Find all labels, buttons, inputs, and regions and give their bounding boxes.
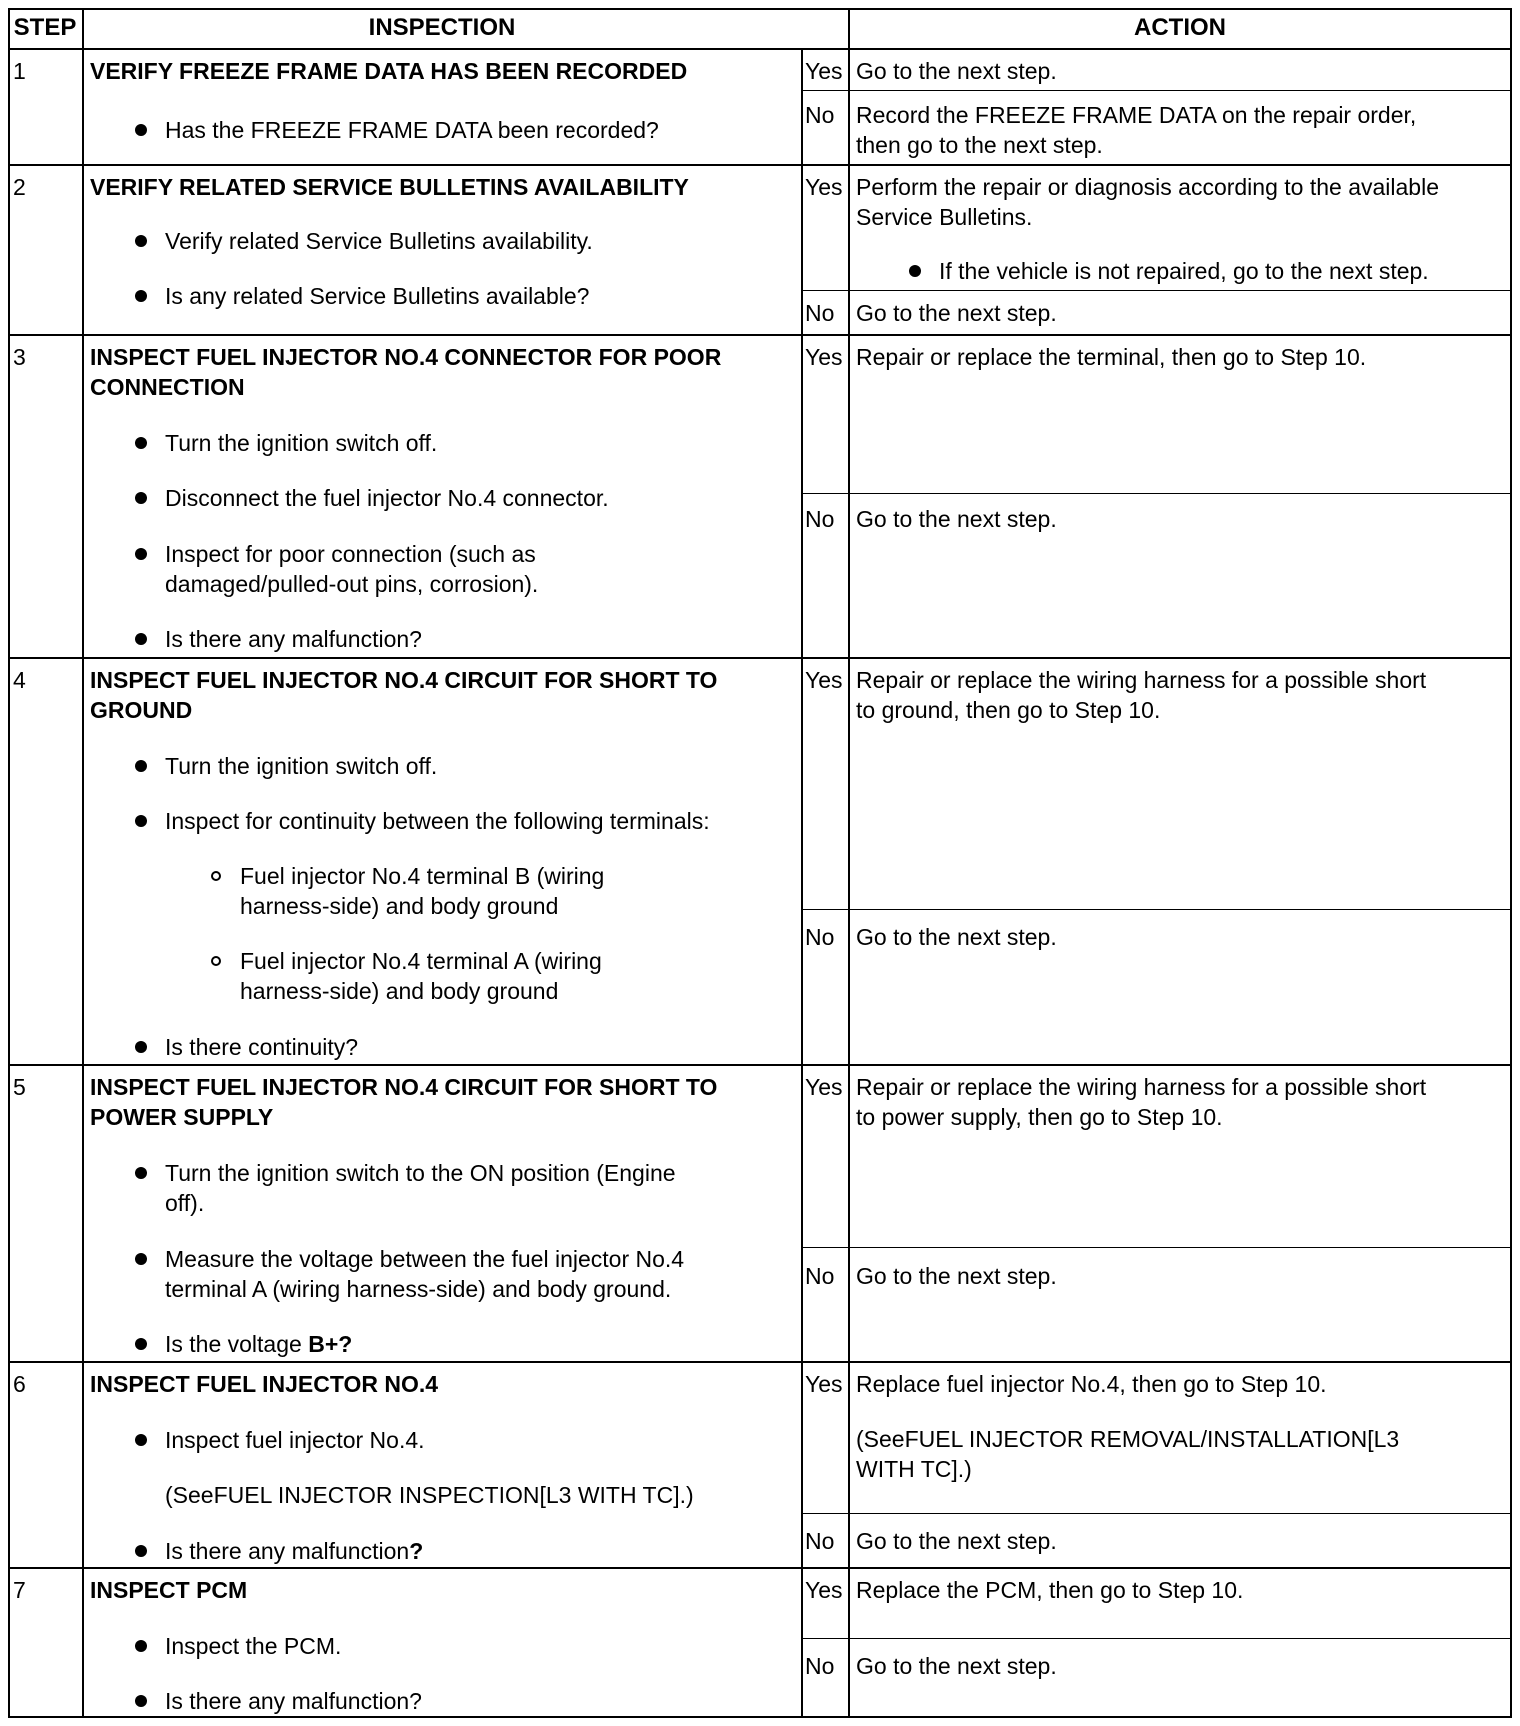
step-title: VERIFY RELATED SERVICE BULLETINS AVAILABILITY [90,174,689,200]
bullet-icon [135,633,147,645]
step-number: 1 [13,58,26,84]
no-action: Go to the next step. [856,1263,1057,1289]
step-title: INSPECT FUEL INJECTOR NO.4 CONNECTOR FOR POOR [90,344,722,370]
no-label: No [805,1263,835,1289]
step-title: CONNECTION [90,374,245,400]
row-divider-4 [8,1064,1512,1066]
inspection-subbullet: Fuel injector No.4 terminal A (wiring [240,948,602,974]
yes-no-divider-1 [801,90,1512,91]
inspection-bullet: damaged/pulled-out pins, corrosion). [165,571,539,597]
step-number: 4 [13,667,26,693]
bullet-icon [135,815,147,827]
header-inspection: INSPECTION [368,14,516,41]
circle-bullet-icon [211,956,221,966]
inspection-subbullet: harness-side) and body ground [240,978,559,1004]
bullet-icon [135,290,147,302]
step-number: 5 [13,1074,26,1100]
bullet-icon [135,124,147,136]
inspection-bullet: Disconnect the fuel injector No.4 connector. [165,485,609,511]
inspection-reference: (SeeFUEL INJECTOR INSPECTION[L3 WITH TC].) [165,1482,694,1508]
bullet-icon [135,1167,147,1179]
yes-no-divider-6 [801,1513,1512,1514]
inspection-bullet: Inspect fuel injector No.4. [165,1427,425,1453]
bullet-icon [135,1434,147,1446]
step-title: INSPECT FUEL INJECTOR NO.4 CIRCUIT FOR SHORT TO [90,1074,718,1100]
bullet-icon [135,1338,147,1350]
yes-action: Service Bulletins. [856,204,1033,230]
inspection-bullet: terminal A (wiring harness-side) and body ground. [165,1276,672,1302]
inspection-bullet: Is there continuity? [165,1034,359,1060]
bullet-icon [909,265,921,277]
no-label: No [805,1653,835,1679]
yes-label: Yes [805,667,843,693]
step-title: INSPECT FUEL INJECTOR NO.4 CIRCUIT FOR SHORT TO [90,667,718,693]
column-divider-yes-no [801,48,803,1718]
inspection-bullet [165,1536,423,1566]
step-title: INSPECT FUEL INJECTOR NO.4 [90,1371,439,1397]
yes-reference: (SeeFUEL INJECTOR REMOVAL/INSTALLATION[L3 [856,1426,1400,1452]
row-divider-5 [8,1361,1512,1363]
yes-action: to ground, then go to Step 10. [856,697,1161,723]
inspection-bullet [165,1329,352,1359]
row-divider-6 [8,1567,1512,1569]
column-divider-action [848,8,850,1718]
bullet-icon [135,1695,147,1707]
yes-action: Perform the repair or diagnosis according to the available [856,174,1439,200]
bullet-icon [135,235,147,247]
yes-no-divider-4 [801,909,1512,910]
row-divider-1 [8,164,1512,166]
yes-action: Go to the next step. [856,58,1057,84]
yes-reference: WITH TC].) [856,1456,972,1482]
inspection-bullet: Has the FREEZE FRAME DATA been recorded? [165,117,659,143]
step-title: VERIFY FREEZE FRAME DATA HAS BEEN RECORDED [90,58,688,84]
no-label: No [805,924,835,950]
header-divider [8,48,1512,50]
yes-label: Yes [805,174,843,200]
bullet-text: Is the voltage [165,1331,309,1357]
bullet-icon [135,1640,147,1652]
yes-label: Yes [805,344,843,370]
table-border-left [8,8,10,1718]
inspection-bullet: Turn the ignition switch off. [165,430,438,456]
table-border-bottom [8,1716,1512,1718]
no-action: Go to the next step. [856,300,1057,326]
no-action: then go to the next step. [856,132,1103,158]
inspection-bullet: Is there any malfunction? [165,626,422,652]
row-divider-2 [8,334,1512,336]
inspection-bullet: Inspect for poor connection (such as [165,541,536,567]
inspection-bullet: Verify related Service Bulletins availability. [165,228,593,254]
yes-action: Replace fuel injector No.4, then go to Step 10. [856,1371,1327,1397]
bullet-text-bold: B+? [308,1331,353,1357]
bullet-icon [135,1545,147,1557]
inspection-bullet: Turn the ignition switch to the ON position (Engine [165,1160,676,1186]
no-label: No [805,300,835,326]
yes-no-divider-7 [801,1638,1512,1639]
inspection-bullet: Measure the voltage between the fuel injector No.4 [165,1246,685,1272]
yes-label: Yes [805,1577,843,1603]
yes-action: Repair or replace the terminal, then go to Step 10. [856,344,1367,370]
no-action: Go to the next step. [856,506,1057,532]
inspection-bullet: off). [165,1190,205,1216]
yes-label: Yes [805,1371,843,1397]
inspection-bullet: Is any related Service Bulletins available? [165,283,590,309]
bullet-icon [135,1041,147,1053]
bullet-text-bold: ? [409,1538,424,1564]
yes-label: Yes [805,1074,843,1100]
inspection-subbullet: Fuel injector No.4 terminal B (wiring [240,863,605,889]
inspection-subbullet: harness-side) and body ground [240,893,559,919]
no-action: Record the FREEZE FRAME DATA on the repair order, [856,102,1417,128]
header-step: STEP [13,14,77,41]
no-action: Go to the next step. [856,1653,1057,1679]
no-action: Go to the next step. [856,924,1057,950]
step-number: 6 [13,1371,26,1397]
inspection-bullet: Inspect the PCM. [165,1633,342,1659]
step-number: 2 [13,174,26,200]
yes-action: to power supply, then go to Step 10. [856,1104,1223,1130]
diagnostic-procedure-table [8,8,1512,1718]
yes-action: Repair or replace the wiring harness for a possible short [856,667,1427,693]
circle-bullet-icon [211,871,221,881]
bullet-icon [135,492,147,504]
no-label: No [805,1528,835,1554]
step-number: 7 [13,1577,26,1603]
action-bullet: If the vehicle is not repaired, go to the next step. [939,258,1429,284]
table-border-top [8,8,1512,10]
bullet-icon [135,1253,147,1265]
yes-no-divider-5 [801,1247,1512,1248]
yes-no-divider-2 [801,290,1512,291]
inspection-bullet: Turn the ignition switch off. [165,753,438,779]
no-label: No [805,506,835,532]
yes-action: Repair or replace the wiring harness for a possible short [856,1074,1427,1100]
inspection-bullet: Inspect for continuity between the following terminals: [165,808,710,834]
no-label: No [805,102,835,128]
step-title: POWER SUPPLY [90,1104,274,1130]
step-number: 3 [13,344,26,370]
header-action: ACTION [1134,14,1226,41]
bullet-icon [135,437,147,449]
no-action: Go to the next step. [856,1528,1057,1554]
bullet-text: Is there any malfunction [165,1538,410,1564]
yes-label: Yes [805,58,843,84]
step-title: GROUND [90,697,193,723]
column-divider-step [82,8,84,1718]
bullet-icon [135,548,147,560]
inspection-bullet: Is there any malfunction? [165,1688,422,1714]
bullet-icon [135,760,147,772]
yes-no-divider-3 [801,493,1512,494]
step-title: INSPECT PCM [90,1577,248,1603]
table-border-right [1510,8,1512,1718]
yes-action: Replace the PCM, then go to Step 10. [856,1577,1244,1603]
row-divider-3 [8,657,1512,659]
